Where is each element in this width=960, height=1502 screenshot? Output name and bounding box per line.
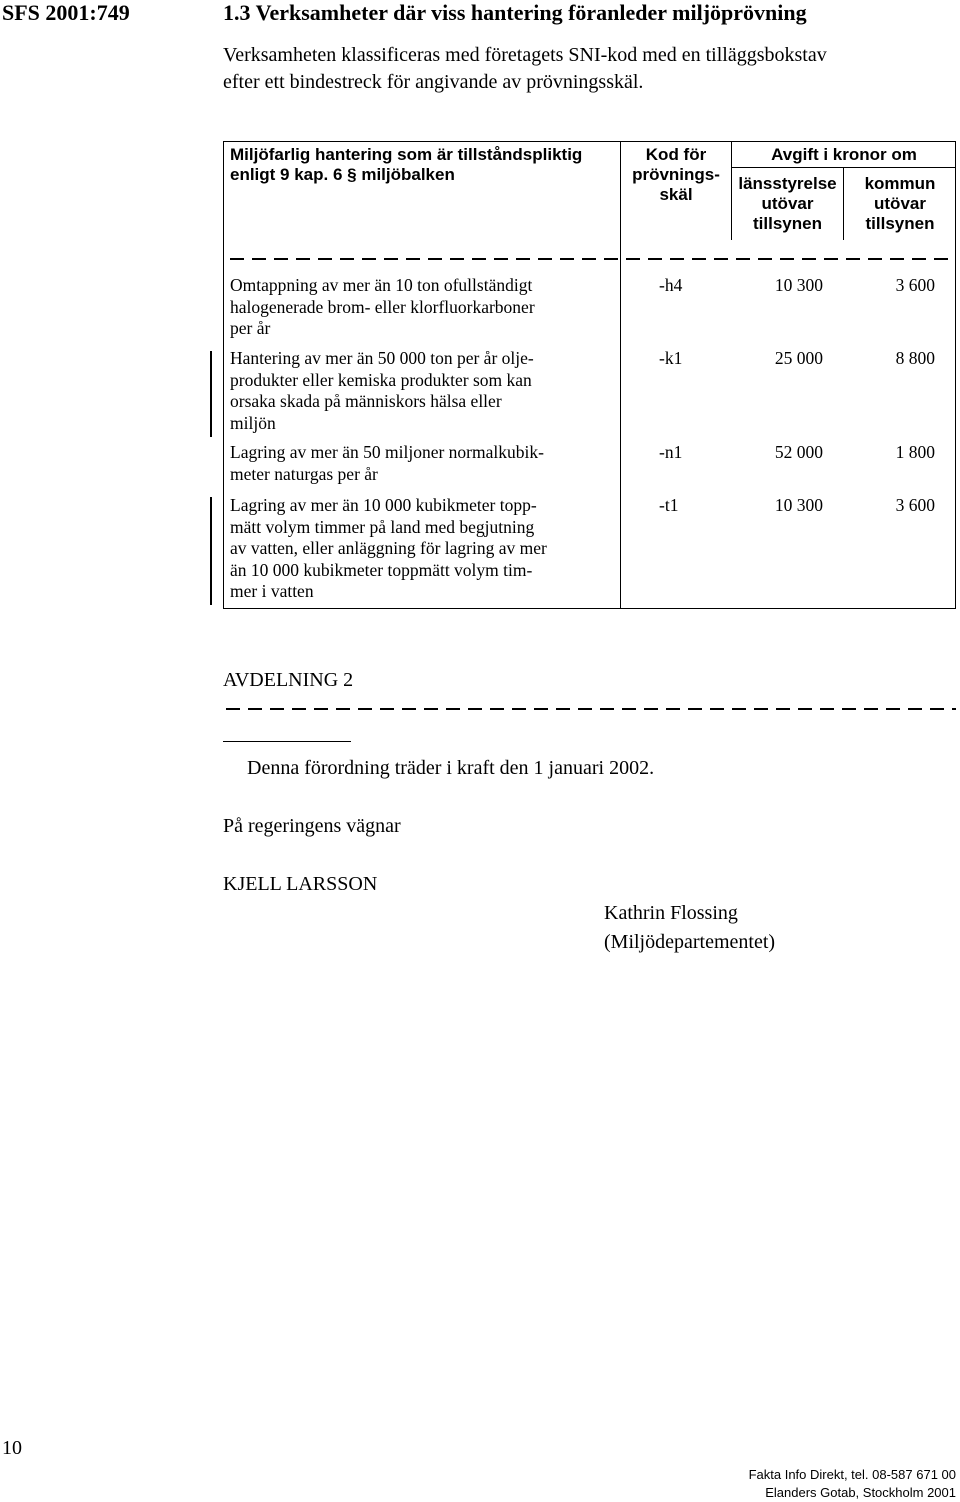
sfs-number: SFS 2001:749 xyxy=(2,0,130,25)
dashed-separator xyxy=(226,708,956,710)
table-bottom-border xyxy=(223,608,956,609)
header-code: Kod för prövnings- skäl xyxy=(632,145,720,204)
change-bar xyxy=(210,497,212,605)
intro-line: efter ett bindestreck för angivande av prövningsskäl. xyxy=(223,71,644,93)
table-left-border xyxy=(223,141,224,609)
official-name: Kathrin Flossing xyxy=(604,902,738,924)
table-row-kommun-fee: 3 600 xyxy=(895,275,935,295)
short-rule xyxy=(223,741,351,742)
on-behalf-text: På regeringens vägnar xyxy=(223,815,401,837)
official-department: (Miljödepartementet) xyxy=(604,931,776,953)
table-row-description: Lagring av mer än 50 miljoner normalkubik- meter naturgas per år xyxy=(230,442,544,484)
table-row-kommun-fee: 8 800 xyxy=(895,348,935,368)
table-top-border xyxy=(223,141,956,142)
table-row-lansstyrelse-fee: 10 300 xyxy=(774,495,823,515)
page-number: 10 xyxy=(2,1437,22,1459)
footer-publisher: Fakta Info Direkt, tel. 08-587 671 00 xyxy=(748,1467,956,1482)
table-row-code: -n1 xyxy=(659,442,683,462)
table-row-code: -k1 xyxy=(659,348,683,368)
section-heading: 1.3 Verksamheter där viss hantering föranleder miljöprövning xyxy=(223,0,807,25)
footer-printer: Elanders Gotab, Stockholm 2001 xyxy=(765,1485,956,1500)
table-row-lansstyrelse-fee: 10 300 xyxy=(774,275,823,295)
table-row-description: Lagring av mer än 10 000 kubikmeter topp- mätt volym timmer på land med begjutning av vatten, eller anläggning för lagring av mer än 10 000 kubikmeter toppmätt volym tim- mer i vatten xyxy=(230,495,547,601)
table-row-code: -t1 xyxy=(659,495,679,515)
fee-table xyxy=(223,141,956,609)
table-row-description: Omtappning av mer än 10 ton ofullständigt halogenerade brom- eller klorfluorkarboner per år xyxy=(230,275,535,338)
table-row-kommun-fee: 1 800 xyxy=(895,442,935,462)
change-bar xyxy=(210,351,212,437)
header-lansstyrelse: länsstyrelse utövar tillsynen xyxy=(738,174,837,233)
avdelning-label: AVDELNING 2 xyxy=(223,669,354,691)
effective-date-text: Denna förordning träder i kraft den 1 januari 2002. xyxy=(247,757,655,779)
header-kommun: kommun utövar tillsynen xyxy=(864,174,936,233)
dashed-separator xyxy=(230,258,956,260)
table-column-rule xyxy=(620,141,621,609)
table-row-kommun-fee: 3 600 xyxy=(895,495,935,515)
table-row-lansstyrelse-fee: 52 000 xyxy=(774,442,823,462)
table-row-lansstyrelse-fee: 25 000 xyxy=(774,348,823,368)
table-row-code: -h4 xyxy=(659,275,683,295)
header-activity: Miljöfarlig hantering som är tillståndspliktig enligt 9 kap. 6 § miljöbalken xyxy=(230,145,583,184)
minister-name: KJELL LARSSON xyxy=(223,873,378,895)
table-row-description: Hantering av mer än 50 000 ton per år olje- produkter eller kemiska produkter som kan orsaka skada på människors hälsa eller miljön xyxy=(230,348,534,433)
intro-line: Verksamheten klassificeras med företagets SNI-kod med en tilläggsbokstav xyxy=(223,44,827,66)
header-fee: Avgift i kronor om xyxy=(771,145,917,164)
